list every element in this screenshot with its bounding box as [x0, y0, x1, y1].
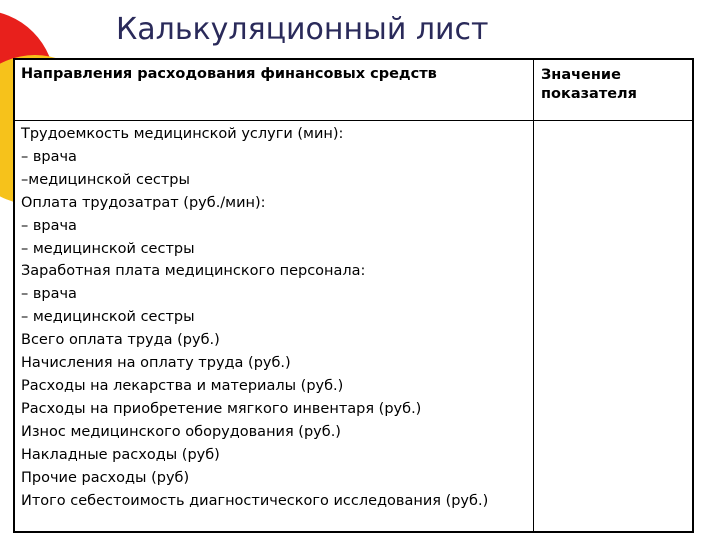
- table-row: Итого себестоимость диагностического исследования (руб.): [21, 492, 489, 509]
- calculation-table: [13, 58, 694, 533]
- table-row: – медицинской сестры: [21, 309, 195, 326]
- table-row: Расходы на лекарства и материалы (руб.): [21, 377, 344, 394]
- table-row: Трудоемкость медицинской услуги (мин):: [21, 126, 344, 142]
- table-row: Прочие расходы (руб): [21, 469, 190, 486]
- table-row: – врача: [21, 217, 77, 234]
- table-row: Начисления на оплату труда (руб.): [21, 355, 291, 372]
- header-divider: [15, 120, 692, 121]
- table-row: – медицинской сестры: [21, 240, 195, 257]
- page-title: Калькуляционный лист: [116, 12, 489, 47]
- table-row: Износ медицинского оборудования (руб.): [21, 423, 341, 440]
- expense-list: [21, 123, 488, 512]
- table-row: – врача: [21, 286, 77, 303]
- column-header-value: [541, 66, 637, 104]
- column-header-value-line1: Значение: [541, 67, 621, 83]
- table-row: – врача: [21, 148, 77, 165]
- table-row: Оплата трудозатрат (руб./мин):: [21, 194, 266, 211]
- table-row: Накладные расходы (руб): [21, 446, 220, 463]
- table-row: –медицинской сестры: [21, 171, 190, 188]
- table-row: Заработная плата медицинского персонала:: [21, 263, 366, 280]
- column-divider: [533, 60, 534, 531]
- table-row: Всего оплата труда (руб.): [21, 332, 220, 349]
- table-row: Расходы на приобретение мягкого инвентаря (руб.): [21, 400, 422, 417]
- column-header-directions: Направления расходования финансовых средств: [21, 66, 437, 82]
- column-header-value-line2: показателя: [541, 86, 637, 102]
